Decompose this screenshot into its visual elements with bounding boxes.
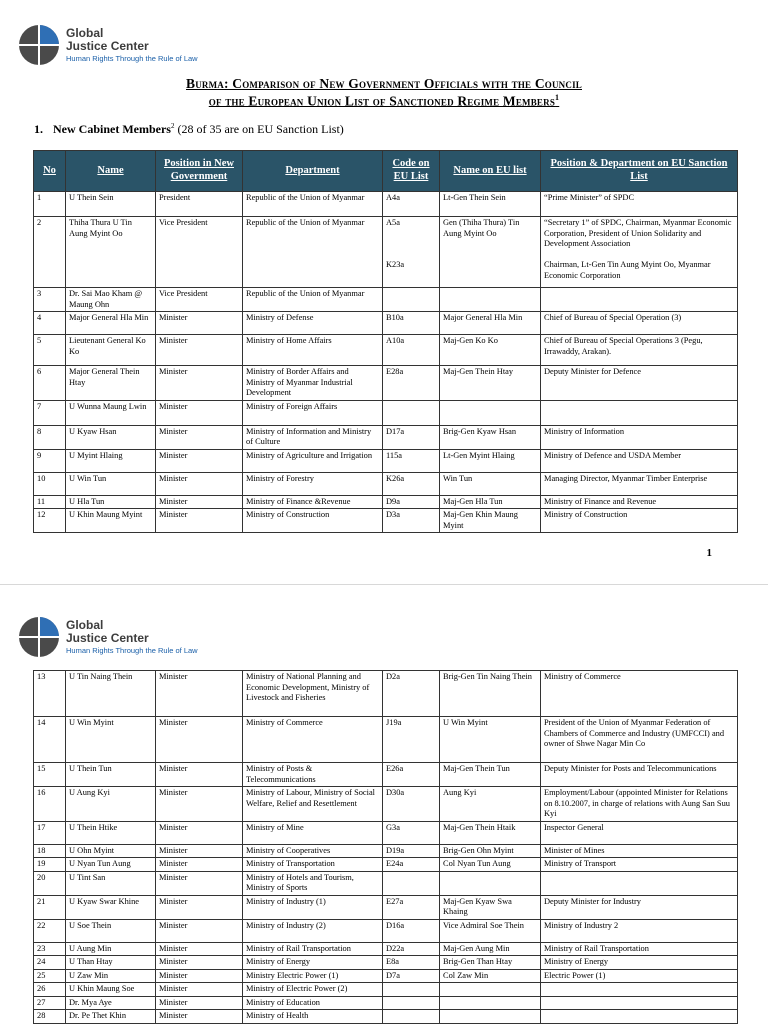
table-cell: Employment/Labour (appointed Minister for Relations on 8.10.2007, in charge of relations with Aung San Suu Kyi	[541, 787, 738, 822]
table-cell: E28a	[383, 366, 440, 401]
table-cell: Ministry of Rail Transportation	[243, 942, 383, 956]
table-cell: Col Zaw Min	[440, 969, 541, 983]
table-cell: U Win Myint	[66, 717, 156, 763]
table-row	[34, 942, 738, 956]
table-cell: Dr. Mya Aye	[66, 996, 156, 1010]
table-cell: 15	[34, 763, 66, 787]
document-title	[0, 76, 768, 110]
table-row	[34, 844, 738, 858]
org-logo	[18, 616, 198, 658]
table-cell: “Secretary 1” of SPDC, Chairman, Myanmar Economic Corporation, President of Union Solidarity and Development Association Chairman, Lt-Gen Tin Aung Myint Oo, Myanmar Economic Corporation	[541, 217, 738, 288]
table-cell: Minister	[156, 1010, 243, 1024]
table-cell: D19a	[383, 844, 440, 858]
table-cell: Chief of Bureau of Special Operation (3)	[541, 312, 738, 335]
column-header: Position & Department on EU Sanction List	[541, 151, 738, 192]
table-cell: Minister	[156, 763, 243, 787]
table-cell: Republic of the Union of Myanmar	[243, 192, 383, 217]
table-cell: Minister	[156, 821, 243, 844]
table-cell	[541, 1010, 738, 1024]
table-cell: B10a	[383, 312, 440, 335]
table-cell: U Kyaw Hsan	[66, 425, 156, 449]
table-cell: Maj-Gen Khin Maung Myint	[440, 509, 541, 533]
table-cell: Ministry of Commerce	[243, 717, 383, 763]
table-cell: Major General Thein Htay	[66, 366, 156, 401]
table-row	[34, 821, 738, 844]
table-cell	[383, 400, 440, 425]
table-cell	[541, 996, 738, 1010]
table-cell: Maj-Gen Thein Htay	[440, 366, 541, 401]
table-cell: Minister	[156, 366, 243, 401]
table-cell: 12	[34, 509, 66, 533]
table-cell: U Khin Maung Myint	[66, 509, 156, 533]
table-cell: U Kyaw Swar Khine	[66, 895, 156, 919]
section-number: 1.	[34, 122, 43, 136]
document-page-2	[0, 584, 768, 1025]
org-name-line2: Justice Center	[66, 39, 149, 54]
table-row	[34, 335, 738, 366]
table-cell: 22	[34, 919, 66, 942]
table-cell: Ministry of Industry (1)	[243, 895, 383, 919]
table-cell: 7	[34, 400, 66, 425]
page-number: 1	[706, 547, 712, 559]
table-cell	[440, 288, 541, 312]
table-cell: 23	[34, 942, 66, 956]
table-cell: Ministry of Electric Power (2)	[243, 983, 383, 997]
table-cell: Ministry of Mine	[243, 821, 383, 844]
table-cell: U Win Myint	[440, 717, 541, 763]
org-name-line1: Global	[66, 618, 104, 633]
table-cell: 27	[34, 996, 66, 1010]
title-line1: Burma: Comparison of New Government Officials with the Council	[185, 76, 582, 91]
table-cell: Brig-Gen Kyaw Hsan	[440, 425, 541, 449]
org-logo	[18, 24, 198, 66]
table-cell: U Tint San	[66, 871, 156, 895]
table-cell: Minister	[156, 400, 243, 425]
table-cell: Electric Power (1)	[541, 969, 738, 983]
table-cell: Vice Admiral Soe Thein	[440, 919, 541, 942]
table-cell: 16	[34, 787, 66, 822]
table-cell: Ministry of Energy	[243, 956, 383, 970]
column-header: Department	[243, 151, 383, 192]
table-cell: Brig-Gen Than Htay	[440, 956, 541, 970]
table-cell: Ministry of Rail Transportation	[541, 942, 738, 956]
table-cell: Lt-Gen Thein Sein	[440, 192, 541, 217]
table-cell: 21	[34, 895, 66, 919]
table-cell: 3	[34, 288, 66, 312]
table-cell: Minister	[156, 844, 243, 858]
table-cell: Republic of the Union of Myanmar	[243, 217, 383, 288]
table-cell: 24	[34, 956, 66, 970]
table-cell: Minister	[156, 425, 243, 449]
table-row	[34, 217, 738, 288]
table-cell: Ministry of Transport	[541, 858, 738, 872]
table-row	[34, 509, 738, 533]
table-row	[34, 449, 738, 472]
table-cell: D30a	[383, 787, 440, 822]
table-cell: Maj-Gen Aung Min	[440, 942, 541, 956]
table-cell: Ministry of Information and Ministry of Culture	[243, 425, 383, 449]
table-cell: Minister	[156, 983, 243, 997]
title-line2: of the European Union List of Sanctioned Regime Members	[208, 93, 556, 109]
table-cell: Minister	[156, 942, 243, 956]
table-cell: Minister	[156, 895, 243, 919]
table-cell: Brig-Gen Ohn Myint	[440, 844, 541, 858]
table-cell: Deputy Minister for Defence	[541, 366, 738, 401]
table-cell: Minister	[156, 472, 243, 495]
table-row	[34, 969, 738, 983]
table-cell: U Nyan Tun Aung	[66, 858, 156, 872]
table-cell: Ministry of National Planning and Economic Development, Ministry of Livestock and Fisheries	[243, 671, 383, 717]
table-cell: 17	[34, 821, 66, 844]
table-cell: U Tin Naing Thein	[66, 671, 156, 717]
table-cell: A5a K23a	[383, 217, 440, 288]
table-cell: 10	[34, 472, 66, 495]
table-cell: Minister	[156, 871, 243, 895]
table-cell	[440, 1010, 541, 1024]
table-cell: Inspector General	[541, 821, 738, 844]
table-cell: U Myint Hlaing	[66, 449, 156, 472]
table-cell: Ministry of Posts & Telecommunications	[243, 763, 383, 787]
globe-logo-icon	[18, 616, 60, 658]
table-cell: 2	[34, 217, 66, 288]
table-cell: Lt-Gen Myint Hlaing	[440, 449, 541, 472]
table-cell	[541, 288, 738, 312]
table-cell: Ministry of Forestry	[243, 472, 383, 495]
table-row	[34, 996, 738, 1010]
table-cell: Ministry of Construction	[243, 509, 383, 533]
table-cell	[383, 288, 440, 312]
table-cell: Ministry of Defence and USDA Member	[541, 449, 738, 472]
table-cell: 9	[34, 449, 66, 472]
table-cell: Ministry of Home Affairs	[243, 335, 383, 366]
org-tagline: Human Rights Through the Rule of Law	[66, 645, 198, 655]
table-cell: 4	[34, 312, 66, 335]
table-cell: 8	[34, 425, 66, 449]
table-cell: Ministry of Hotels and Tourism, Ministry of Sports	[243, 871, 383, 895]
org-name-line1: Global	[66, 26, 104, 41]
table-cell: Thiha Thura U Tin Aung Myint Oo	[66, 217, 156, 288]
table-cell: 26	[34, 983, 66, 997]
table-cell: 115a	[383, 449, 440, 472]
table-cell: D7a	[383, 969, 440, 983]
title-footnote: 1	[555, 92, 560, 102]
table-cell: U Win Tun	[66, 472, 156, 495]
table-cell: Ministry of Border Affairs and Ministry of Myanmar Industrial Development	[243, 366, 383, 401]
table-cell	[541, 983, 738, 997]
table-cell: Minister	[156, 335, 243, 366]
table-cell: Ministry of Foreign Affairs	[243, 400, 383, 425]
table-cell: Ministry of Cooperatives	[243, 844, 383, 858]
table-cell: 25	[34, 969, 66, 983]
table-cell: Minister of Mines	[541, 844, 738, 858]
table-cell: Minister	[156, 956, 243, 970]
table-cell: E26a	[383, 763, 440, 787]
table-cell: 28	[34, 1010, 66, 1024]
table-row	[34, 288, 738, 312]
table-cell: Gen (Thiha Thura) Tin Aung Myint Oo	[440, 217, 541, 288]
table-cell: 14	[34, 717, 66, 763]
table-cell: 19	[34, 858, 66, 872]
org-tagline: Human Rights Through the Rule of Law	[66, 53, 198, 63]
table-cell: 5	[34, 335, 66, 366]
table-row	[34, 717, 738, 763]
table-cell: E27a	[383, 895, 440, 919]
table-cell	[440, 400, 541, 425]
table-row	[34, 671, 738, 717]
table-cell: Deputy Minister for Industry	[541, 895, 738, 919]
table-cell: Minister	[156, 495, 243, 509]
table-cell: U Than Htay	[66, 956, 156, 970]
table-cell: Ministry of Energy	[541, 956, 738, 970]
table-cell: 11	[34, 495, 66, 509]
table-cell: G3a	[383, 821, 440, 844]
column-header: Name	[66, 151, 156, 192]
cabinet-table-page2	[33, 670, 738, 1024]
table-cell	[440, 871, 541, 895]
table-cell: Managing Director, Myanmar Timber Enterprise	[541, 472, 738, 495]
column-header: Position in New Government	[156, 151, 243, 192]
table-cell: Ministry of Construction	[541, 509, 738, 533]
table-cell: Lieutenant General Ko Ko	[66, 335, 156, 366]
table-row	[34, 1010, 738, 1024]
table-cell: Ministry of Industry 2	[541, 919, 738, 942]
table-cell: A4a	[383, 192, 440, 217]
table-cell: Brig-Gen Tin Naing Thein	[440, 671, 541, 717]
table-cell: D9a	[383, 495, 440, 509]
table-cell: Col Nyan Tun Aung	[440, 858, 541, 872]
table-cell: Ministry of Health	[243, 1010, 383, 1024]
table-cell: Minister	[156, 449, 243, 472]
table-cell: U Khin Maung Soe	[66, 983, 156, 997]
table-row	[34, 871, 738, 895]
table-cell: Dr. Pe Thet Khin	[66, 1010, 156, 1024]
table-cell: 18	[34, 844, 66, 858]
table-row	[34, 858, 738, 872]
table-row	[34, 312, 738, 335]
table-row	[34, 919, 738, 942]
table-cell: U Thein Tun	[66, 763, 156, 787]
table-cell: Maj-Gen Kyaw Swa Khaing	[440, 895, 541, 919]
table-cell: Win Tun	[440, 472, 541, 495]
table-cell: Minister	[156, 312, 243, 335]
table-cell: Republic of the Union of Myanmar	[243, 288, 383, 312]
table-row	[34, 956, 738, 970]
table-row	[34, 192, 738, 217]
table-row	[34, 366, 738, 401]
table-cell: E24a	[383, 858, 440, 872]
table-cell: U Soe Thein	[66, 919, 156, 942]
section-footnote: 2	[170, 122, 175, 130]
table-cell: Major General Hla Min	[66, 312, 156, 335]
table-cell: 1	[34, 192, 66, 217]
table-header-row	[34, 151, 738, 192]
table-cell: Ministry of Finance and Revenue	[541, 495, 738, 509]
table-cell: 13	[34, 671, 66, 717]
column-header: No	[34, 151, 66, 192]
table-cell: D17a	[383, 425, 440, 449]
table-row	[34, 895, 738, 919]
table-cell: 20	[34, 871, 66, 895]
table-cell: Maj-Gen Thein Tun	[440, 763, 541, 787]
table-cell: Minister	[156, 858, 243, 872]
table-cell: Chief of Bureau of Special Operations 3 (Pegu, Irrawaddy, Arakan).	[541, 335, 738, 366]
table-cell: Aung Kyi	[440, 787, 541, 822]
table-cell: D22a	[383, 942, 440, 956]
table-cell	[541, 871, 738, 895]
table-cell	[440, 996, 541, 1010]
table-row	[34, 983, 738, 997]
cabinet-table-page1	[33, 150, 738, 533]
table-cell: Minister	[156, 717, 243, 763]
table-cell: “Prime Minister” of SPDC	[541, 192, 738, 217]
table-cell: Ministry of Transportation	[243, 858, 383, 872]
table-cell: E8a	[383, 956, 440, 970]
table-cell: President of the Union of Myanmar Federation of Chambers of Commerce and Industry (UMFCCI) and owner of Shwe Nagar Min Co	[541, 717, 738, 763]
table-cell: U Thein Sein	[66, 192, 156, 217]
table-cell: U Aung Kyi	[66, 787, 156, 822]
table-cell: Minister	[156, 671, 243, 717]
table-cell: J19a	[383, 717, 440, 763]
table-cell: Minister	[156, 919, 243, 942]
table-row	[34, 495, 738, 509]
table-cell: Maj-Gen Thein Htaik	[440, 821, 541, 844]
section-title: New Cabinet Members	[53, 122, 171, 136]
table-cell: Ministry of Labour, Ministry of Social Welfare, Relief and Resettlement	[243, 787, 383, 822]
table-cell	[383, 996, 440, 1010]
table-cell: Dr. Sai Mao Kham @ Maung Ohn	[66, 288, 156, 312]
table-cell: Ministry of Defense	[243, 312, 383, 335]
table-cell: Minister	[156, 996, 243, 1010]
table-cell: U Hla Tun	[66, 495, 156, 509]
table-cell: Ministry of Information	[541, 425, 738, 449]
table-row	[34, 763, 738, 787]
table-cell: Ministry of Industry (2)	[243, 919, 383, 942]
column-header: Code on EU List	[383, 151, 440, 192]
table-cell: Maj-Gen Ko Ko	[440, 335, 541, 366]
section-heading	[34, 122, 344, 137]
table-cell: Deputy Minister for Posts and Telecommunications	[541, 763, 738, 787]
table-row	[34, 472, 738, 495]
table-cell: Ministry of Finance &Revenue	[243, 495, 383, 509]
table-cell	[383, 871, 440, 895]
table-cell: Ministry of Education	[243, 996, 383, 1010]
table-cell: D2a	[383, 671, 440, 717]
table-cell: Ministry of Commerce	[541, 671, 738, 717]
table-cell: Minister	[156, 509, 243, 533]
table-row	[34, 400, 738, 425]
table-cell	[383, 983, 440, 997]
table-cell: President	[156, 192, 243, 217]
column-header: Name on EU list	[440, 151, 541, 192]
table-cell	[541, 400, 738, 425]
table-cell: Ministry of Agriculture and Irrigation	[243, 449, 383, 472]
table-cell: U Ohn Myint	[66, 844, 156, 858]
table-cell	[383, 1010, 440, 1024]
table-cell	[440, 983, 541, 997]
table-cell: U Zaw Min	[66, 969, 156, 983]
table-cell: Minister	[156, 969, 243, 983]
table-cell: A10a	[383, 335, 440, 366]
table-cell: U Wunna Maung Lwin	[66, 400, 156, 425]
org-name-line2: Justice Center	[66, 631, 149, 646]
table-cell: Maj-Gen Hla Tun	[440, 495, 541, 509]
table-cell: Minister	[156, 787, 243, 822]
table-cell: Ministry Electric Power (1)	[243, 969, 383, 983]
table-cell: Vice President	[156, 217, 243, 288]
table-cell: U Thein Htike	[66, 821, 156, 844]
section-note: (28 of 35 are on EU Sanction List)	[174, 122, 344, 136]
table-cell: K26a	[383, 472, 440, 495]
table-cell: 6	[34, 366, 66, 401]
table-row	[34, 787, 738, 822]
globe-logo-icon	[18, 24, 60, 66]
table-row	[34, 425, 738, 449]
table-cell: D3a	[383, 509, 440, 533]
table-cell: Major General Hla Min	[440, 312, 541, 335]
table-cell: D16a	[383, 919, 440, 942]
table-cell: Vice President	[156, 288, 243, 312]
table-cell: U Aung Min	[66, 942, 156, 956]
